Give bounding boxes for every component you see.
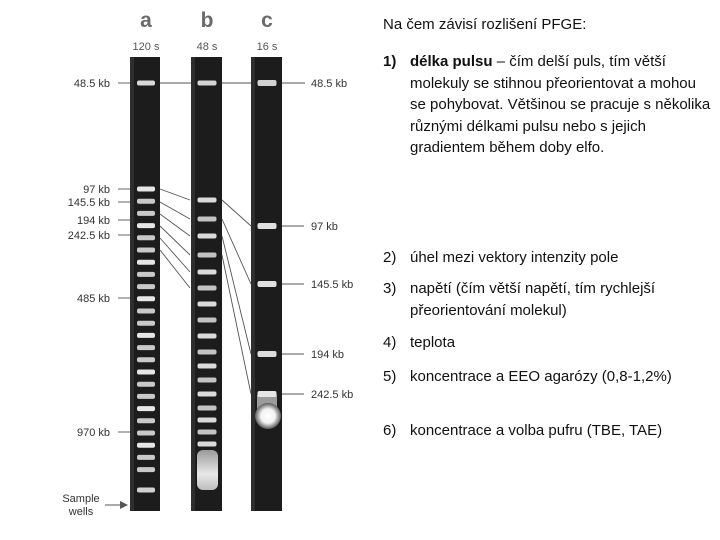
list-item-2-text: úhel mezi vektory intenzity pole: [410, 249, 619, 266]
gel-band: [198, 270, 217, 275]
lane-c-letter: c: [261, 9, 273, 32]
gel-band: [198, 302, 217, 307]
gel-band: [137, 81, 155, 86]
list-item-4-text: teplota: [410, 334, 456, 351]
list-item-6: [383, 420, 713, 442]
gel-band: [137, 443, 155, 448]
gel-band: [137, 394, 155, 399]
gel-band: [198, 418, 217, 423]
gel-band: [137, 418, 155, 423]
gel-band: [137, 260, 155, 265]
list-item-3: [383, 278, 713, 321]
list-item-5: [383, 366, 713, 388]
gel-band: [137, 199, 155, 204]
gel-band: [198, 406, 217, 411]
gel-band: [137, 321, 155, 326]
gel-band: [137, 488, 155, 493]
list-item-3-text: napětí (čím větší napětí, tím rychlejší přeorientování molekul): [410, 280, 656, 319]
gel-band: [137, 431, 155, 436]
gel-band: [137, 284, 155, 289]
sample-wells-arrow: [105, 501, 128, 509]
gel-band: [137, 211, 155, 216]
list-item-1-term: délka pulsu: [410, 53, 493, 70]
gel-band: [198, 234, 217, 239]
gel-band: [137, 187, 155, 192]
lane-b-time: 48 s: [196, 41, 218, 53]
gel-band: [198, 318, 217, 323]
list-item-4-number: 4): [383, 334, 397, 351]
gel-band: [198, 198, 217, 203]
gel-band: [137, 370, 155, 375]
label-left-145-5kb: 145.5 kb: [67, 197, 110, 209]
list-item-2: [383, 247, 713, 269]
gel-band: [137, 272, 155, 277]
list-item-6-number: 6): [383, 422, 397, 439]
gel-band: [137, 357, 155, 362]
gel-band: [198, 430, 217, 435]
gel-band: [137, 382, 155, 387]
list-item-3-number: 3): [383, 280, 397, 297]
list-item-5-text: koncentrace a EEO agarózy (0,8-1,2%): [410, 368, 672, 385]
gel-band: [137, 248, 155, 253]
lane-b-bottom-smear: [197, 450, 218, 490]
text-panel: [383, 14, 713, 439]
gel-band: [198, 81, 217, 86]
gel-band: [137, 309, 155, 314]
gel-band: [198, 253, 217, 258]
list-item-6-text: koncentrace a volba pufru (TBE, TAE): [410, 422, 663, 439]
label-right-242-5kb: 242.5 kb: [311, 389, 354, 401]
list-item-1-text: – čím delší puls, tím větší molekuly se stihnou přeorientovat a mohou se pohybovat. Většinou se pracuje s několika různými délkami pulsu nebo s jejich gradientem během doby elfo.: [410, 53, 711, 156]
gel-band: [198, 378, 217, 383]
list-item-1-number: 1): [383, 53, 397, 70]
gel-band: [258, 391, 277, 397]
label-right-145-5kb: 145.5 kb: [311, 279, 354, 291]
gel-band: [137, 235, 155, 240]
slide-title: Na čem závisí rozlišení PFGE:: [383, 16, 587, 33]
gel-band: [137, 345, 155, 350]
label-left-242-5kb: 242.5 kb: [67, 230, 110, 242]
gel-band: [137, 406, 155, 411]
gel-band: [198, 334, 217, 339]
lane-b-letter: b: [200, 9, 214, 32]
list-item-2-number: 2): [383, 249, 397, 266]
gel-band: [198, 364, 217, 369]
gel-band: [258, 80, 277, 86]
gel-band: [137, 296, 155, 301]
lane-a-time: 120 s: [132, 41, 160, 53]
label-sample-wells-line1: Sample: [62, 493, 100, 505]
lane-c-time: 16 s: [256, 41, 278, 53]
gel-band: [258, 281, 277, 287]
label-right-97kb: 97 kb: [311, 221, 338, 233]
gel-band: [258, 351, 277, 357]
label-right-194kb: 194 kb: [311, 349, 345, 361]
gel-band: [198, 392, 217, 397]
lane-a-letter: a: [140, 9, 152, 32]
label-left-485kb: 485 kb: [76, 293, 110, 305]
gel-band: [137, 467, 155, 472]
label-left-194kb: 194 kb: [76, 215, 110, 227]
lane-c-bright-band: [255, 403, 281, 429]
gel-band: [137, 333, 155, 338]
gel-band: [137, 223, 155, 228]
gel-band: [198, 442, 217, 447]
list-item-4: [383, 332, 713, 354]
gel-band: [258, 223, 277, 229]
gel-band: [198, 286, 217, 291]
label-right-48-5kb: 48.5 kb: [311, 78, 348, 90]
label-left-97kb: 97 kb: [83, 184, 110, 196]
label-sample-wells-line2: wells: [68, 506, 94, 518]
gel-band: [198, 350, 217, 355]
gel-band: [198, 217, 217, 222]
gel-band: [137, 455, 155, 460]
label-left-48-5kb: 48.5 kb: [73, 78, 110, 90]
list-item-1: [383, 51, 713, 159]
list-item-5-number: 5): [383, 368, 397, 385]
label-left-970kb: 970 kb: [76, 427, 110, 439]
